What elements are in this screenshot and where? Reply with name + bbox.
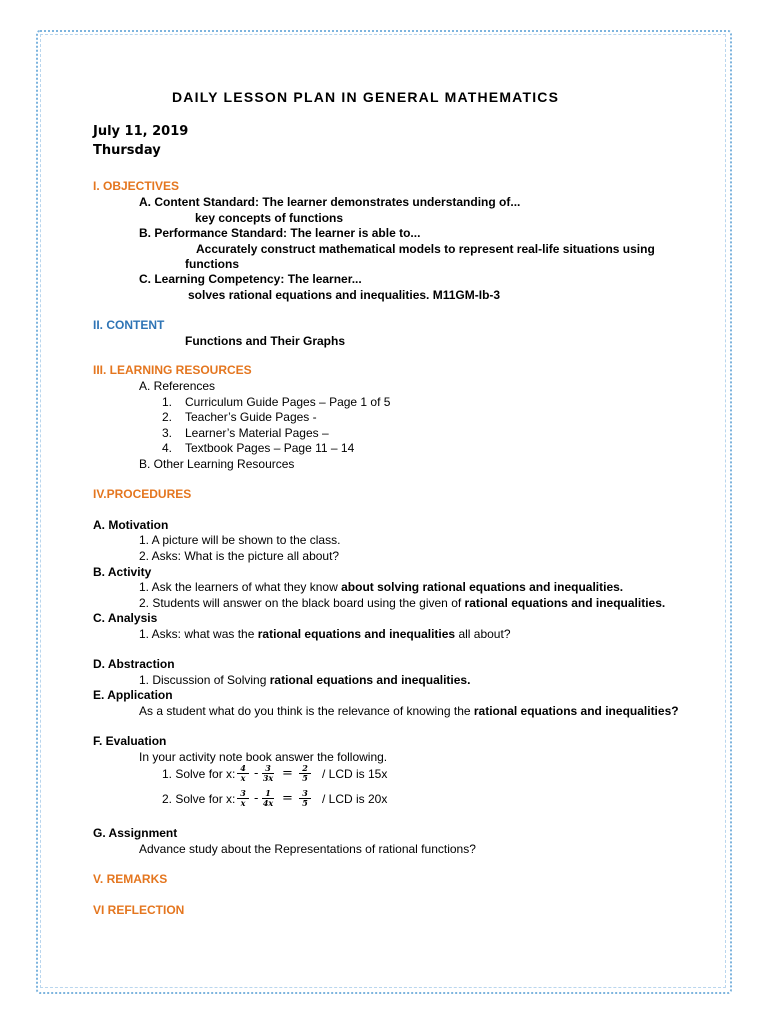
motivation-item: 1. A picture will be shown to the class. bbox=[139, 533, 341, 547]
question-2-prefix: 2. Solve for x: bbox=[162, 792, 236, 806]
analysis-label: C. Analysis bbox=[93, 611, 158, 625]
other-resources-label: B. Other Learning Resources bbox=[139, 457, 295, 471]
resource-item-number: 4. bbox=[162, 441, 173, 455]
resource-item-number: 1. bbox=[162, 395, 173, 409]
fraction-numerator: 3 bbox=[262, 764, 274, 774]
fraction-denominator: 5 bbox=[302, 798, 308, 808]
question-2-fraction-3 bbox=[299, 789, 311, 808]
evaluation-intro: In your activity note book answer the following. bbox=[139, 750, 388, 764]
activity-label: B. Activity bbox=[93, 565, 152, 579]
activity-item-2-text: 2. Students will answer on the black board using the given of bbox=[139, 596, 465, 610]
evaluation-label: F. Evaluation bbox=[93, 734, 167, 748]
resource-item-text: Textbook Pages – Page 11 – 14 bbox=[185, 441, 355, 455]
content-heading: II. CONTENT bbox=[93, 318, 165, 332]
learning-competency-label: C. Learning Competency: The learner... bbox=[139, 272, 362, 286]
fraction-numerator: 3 bbox=[237, 789, 249, 799]
abstraction-item-text: 1. Discussion of Solving bbox=[139, 673, 270, 687]
abstraction-item-emphasis: rational equations and inequalities. bbox=[269, 673, 471, 687]
content-standard-label: A. Content Standard: The learner demonstrates understanding of... bbox=[139, 195, 521, 209]
question-1-suffix: / LCD is 15x bbox=[322, 767, 388, 781]
resource-item-number: 3. bbox=[162, 426, 173, 440]
content-value: Functions and Their Graphs bbox=[185, 334, 346, 348]
fraction-denominator: x bbox=[240, 798, 246, 808]
assignment-item: Advance study about the Representations of rational functions? bbox=[139, 842, 476, 856]
question-1-fraction-3 bbox=[299, 764, 311, 783]
application-item bbox=[139, 704, 679, 719]
resources-heading: III. LEARNING RESOURCES bbox=[93, 363, 252, 377]
abstraction-item bbox=[139, 673, 470, 688]
question-2-fraction-1 bbox=[237, 789, 249, 808]
resource-item-number: 2. bbox=[162, 410, 173, 424]
question-2-fraction-2 bbox=[262, 789, 274, 808]
analysis-item-emphasis: rational equations and inequalities bbox=[257, 627, 456, 641]
analysis-item-text-end: all about? bbox=[455, 627, 511, 641]
document-title: DAILY LESSON PLAN IN GENERAL MATHEMATICS bbox=[172, 89, 560, 105]
minus-sign: - bbox=[254, 791, 259, 806]
assignment-label: G. Assignment bbox=[93, 826, 178, 840]
remarks-heading: V. REMARKS bbox=[93, 872, 168, 886]
fraction-numerator: 2 bbox=[299, 764, 311, 774]
lesson-date: July 11, 2019 bbox=[93, 124, 189, 139]
learning-competency-value: solves rational equations and inequalities. M11GM-Ib-3 bbox=[188, 288, 501, 302]
application-item-text: As a student what do you think is the relevance of knowing the bbox=[139, 704, 474, 718]
analysis-item-text: 1. Asks: what was the bbox=[139, 627, 258, 641]
lesson-day: Thursday bbox=[93, 143, 161, 158]
analysis-item bbox=[139, 627, 511, 642]
abstraction-label: D. Abstraction bbox=[93, 657, 175, 671]
motivation-label: A. Motivation bbox=[93, 518, 169, 532]
minus-sign: - bbox=[254, 766, 259, 781]
activity-item-1-emphasis: about solving rational equations and inequalities. bbox=[341, 580, 624, 594]
question-1-fraction-2 bbox=[262, 764, 274, 783]
fraction-numerator: 4 bbox=[237, 764, 249, 774]
reflection-heading: VI REFLECTION bbox=[93, 903, 185, 917]
fraction-numerator: 3 bbox=[299, 789, 311, 799]
activity-item-2-emphasis: rational equations and inequalities. bbox=[464, 596, 666, 610]
resource-item-text: Teacher’s Guide Pages - bbox=[185, 410, 317, 424]
references-label: A. References bbox=[139, 379, 216, 393]
fraction-denominator: 5 bbox=[302, 773, 308, 783]
fraction-denominator: 3x bbox=[262, 773, 274, 783]
performance-standard-value-1: Accurately construct mathematical models to represent real-life situations using bbox=[196, 242, 655, 256]
application-label: E. Application bbox=[93, 688, 173, 702]
activity-item-1 bbox=[139, 580, 623, 595]
resource-item-text: Learner’s Material Pages – bbox=[185, 426, 329, 440]
equals-sign: = bbox=[282, 791, 293, 806]
question-2-suffix: / LCD is 20x bbox=[322, 792, 388, 806]
performance-standard-value-2: functions bbox=[185, 257, 239, 271]
fraction-numerator: 1 bbox=[262, 789, 274, 799]
fraction-denominator: x bbox=[240, 773, 246, 783]
activity-item-2 bbox=[139, 596, 665, 611]
objectives-heading: I. OBJECTIVES bbox=[93, 179, 180, 193]
resource-item-text: Curriculum Guide Pages – Page 1 of 5 bbox=[185, 395, 391, 409]
activity-item-1-text: 1. Ask the learners of what they know bbox=[139, 580, 342, 594]
motivation-item: 2. Asks: What is the picture all about? bbox=[139, 549, 340, 563]
performance-standard-label: B. Performance Standard: The learner is able to... bbox=[139, 226, 421, 240]
fraction-denominator: 4x bbox=[262, 798, 274, 808]
application-item-emphasis: rational equations and inequalities? bbox=[473, 704, 679, 718]
question-1-prefix: 1. Solve for x: bbox=[162, 767, 236, 781]
procedures-heading: IV.PROCEDURES bbox=[93, 487, 192, 501]
equals-sign: = bbox=[282, 766, 293, 781]
question-1-fraction-1 bbox=[237, 764, 249, 783]
content-standard-value: key concepts of functions bbox=[195, 211, 344, 225]
